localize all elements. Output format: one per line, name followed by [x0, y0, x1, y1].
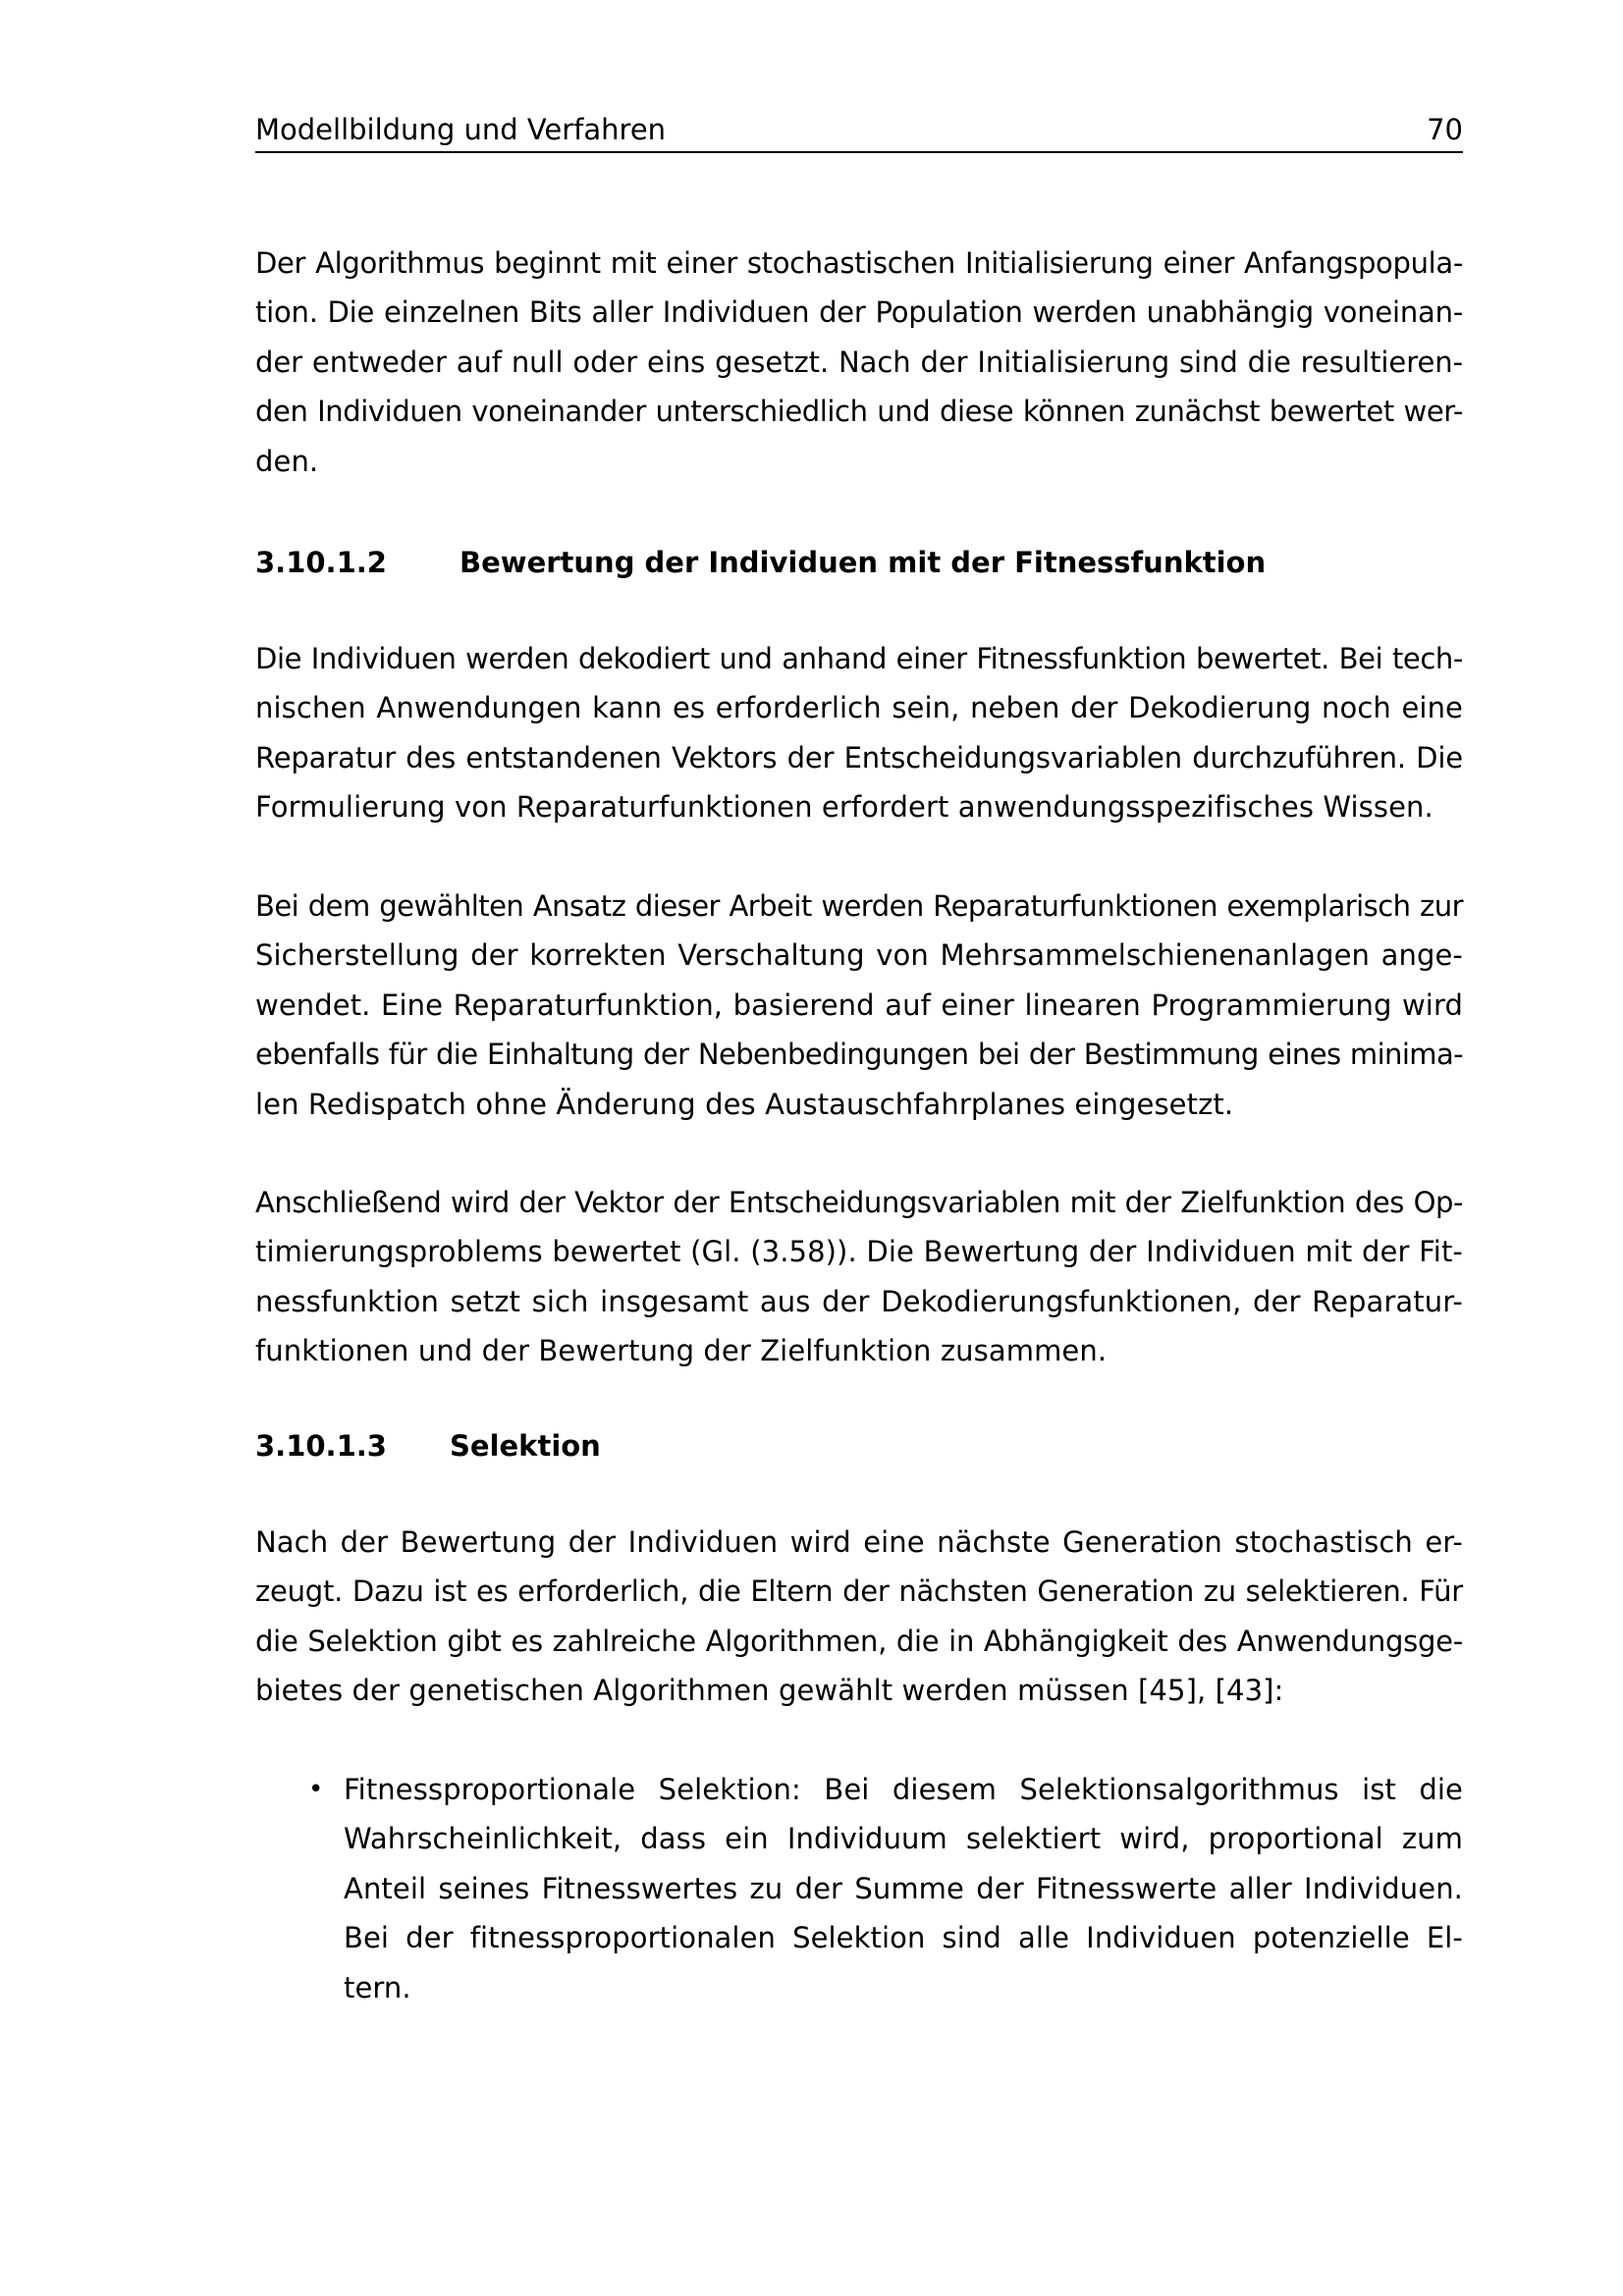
text-line: Formulierung von Reparaturfunktionen erfordert anwendungsspezifisches Wissen.: [255, 790, 1434, 825]
paragraph-selection-intro: [255, 1518, 1463, 1716]
list-item: [308, 1765, 1463, 2012]
text-line: der entweder auf null oder eins gesetzt. Nach der Initialisierung sind die resultieren-: [255, 345, 1463, 379]
running-header: [255, 112, 1463, 153]
text-line: nischen Anwendungen kann es erforderlich sein, neben der Dekodierung noch eine: [255, 691, 1463, 725]
bullet-icon: •: [308, 1775, 324, 1804]
paragraph-objective-evaluation: [255, 1178, 1463, 1376]
text-line: den.: [255, 444, 319, 478]
text-line: Der Algorithmus beginnt mit einer stochastischen Initialisierung einer Anfangspopula-: [255, 246, 1463, 280]
text-line: len Redispatch ohne Änderung des Austauschfahrplanes eingesetzt.: [255, 1087, 1234, 1121]
section-heading-fitness: [255, 543, 1463, 582]
text-line: timierungsproblems bewertet (Gl. (3.58)). Die Bewertung der Individuen mit der Fit-: [255, 1235, 1463, 1269]
text-line: Anteil seines Fitnesswertes zu der Summe der Fitnesswerte aller Individuen.: [344, 1871, 1463, 1905]
text-line: die Selektion gibt es zahlreiche Algorithmen, die in Abhängigkeit des Anwendungsge-: [255, 1624, 1463, 1658]
text-line: Die Individuen werden dekodiert und anhand einer Fitnessfunktion bewertet. Bei tech-: [255, 642, 1463, 675]
text-line: tern.: [344, 1970, 411, 2004]
text-line: ebenfalls für die Einhaltung der Nebenbedingungen bei der Bestimmung eines minima-: [255, 1038, 1463, 1072]
text-line: Sicherstellung der korrekten Verschaltung von Mehrsammelschienenanlagen ange-: [255, 938, 1463, 973]
text-line: den Individuen voneinander unterschiedlich und diese können zunächst bewertet wer-: [255, 395, 1463, 429]
section-number: 3.10.1.3: [255, 1429, 387, 1463]
text-line: Anschließend wird der Vektor der Entscheidungsvariablen mit der Zielfunktion des Op-: [255, 1186, 1463, 1219]
section-title: Selektion: [450, 1429, 601, 1463]
section-title: Bewertung der Individuen mit der Fitnessfunktion: [460, 546, 1267, 579]
bullet-list: [308, 1765, 1463, 2012]
text-line: zeugt. Dazu ist es erforderlich, die Eltern der nächsten Generation zu selektieren. Für: [255, 1575, 1463, 1609]
page-number: 70: [1427, 113, 1463, 146]
text-line: wendet. Eine Reparaturfunktion, basierend auf einer linearen Programmierung wird: [255, 988, 1463, 1022]
text-line: Bei der fitnessproportionalen Selektion sind alle Individuen potenzielle El-: [344, 1921, 1463, 1955]
text-line: Wahrscheinlichkeit, dass ein Individuum selektiert wird, proportional zum: [344, 1822, 1463, 1856]
section-heading-selection: [255, 1426, 1463, 1466]
chapter-title: Modellbildung und Verfahren: [255, 113, 667, 146]
paragraph-initialisation: [255, 239, 1463, 486]
text-line: Nach der Bewertung der Individuen wird eine nächste Generation stochastisch er-: [255, 1525, 1463, 1559]
section-number: 3.10.1.2: [255, 546, 387, 579]
text-line: Fitnessproportionale Selektion: Bei diesem Selektionsalgorithmus ist die: [344, 1773, 1463, 1806]
text-line: funktionen und der Bewertung der Zielfunktion zusammen.: [255, 1334, 1108, 1368]
paragraph-decoding: [255, 634, 1463, 832]
text-line: Reparatur des entstandenen Vektors der Entscheidungsvariablen durchzuführen. Die: [255, 740, 1463, 774]
text-line: tion. Die einzelnen Bits aller Individuen der Population werden unabhängig voneinan-: [255, 295, 1463, 330]
paragraph-repair-functions: [255, 881, 1463, 1129]
text-line: nessfunktion setzt sich insgesamt aus der Dekodierungsfunktionen, der Reparatur-: [255, 1284, 1463, 1318]
text-line: Bei dem gewählten Ansatz dieser Arbeit werden Reparaturfunktionen exemplarisch zur: [255, 889, 1463, 923]
text-line: bietes der genetischen Algorithmen gewählt werden müssen [45], [43]:: [255, 1674, 1284, 1708]
